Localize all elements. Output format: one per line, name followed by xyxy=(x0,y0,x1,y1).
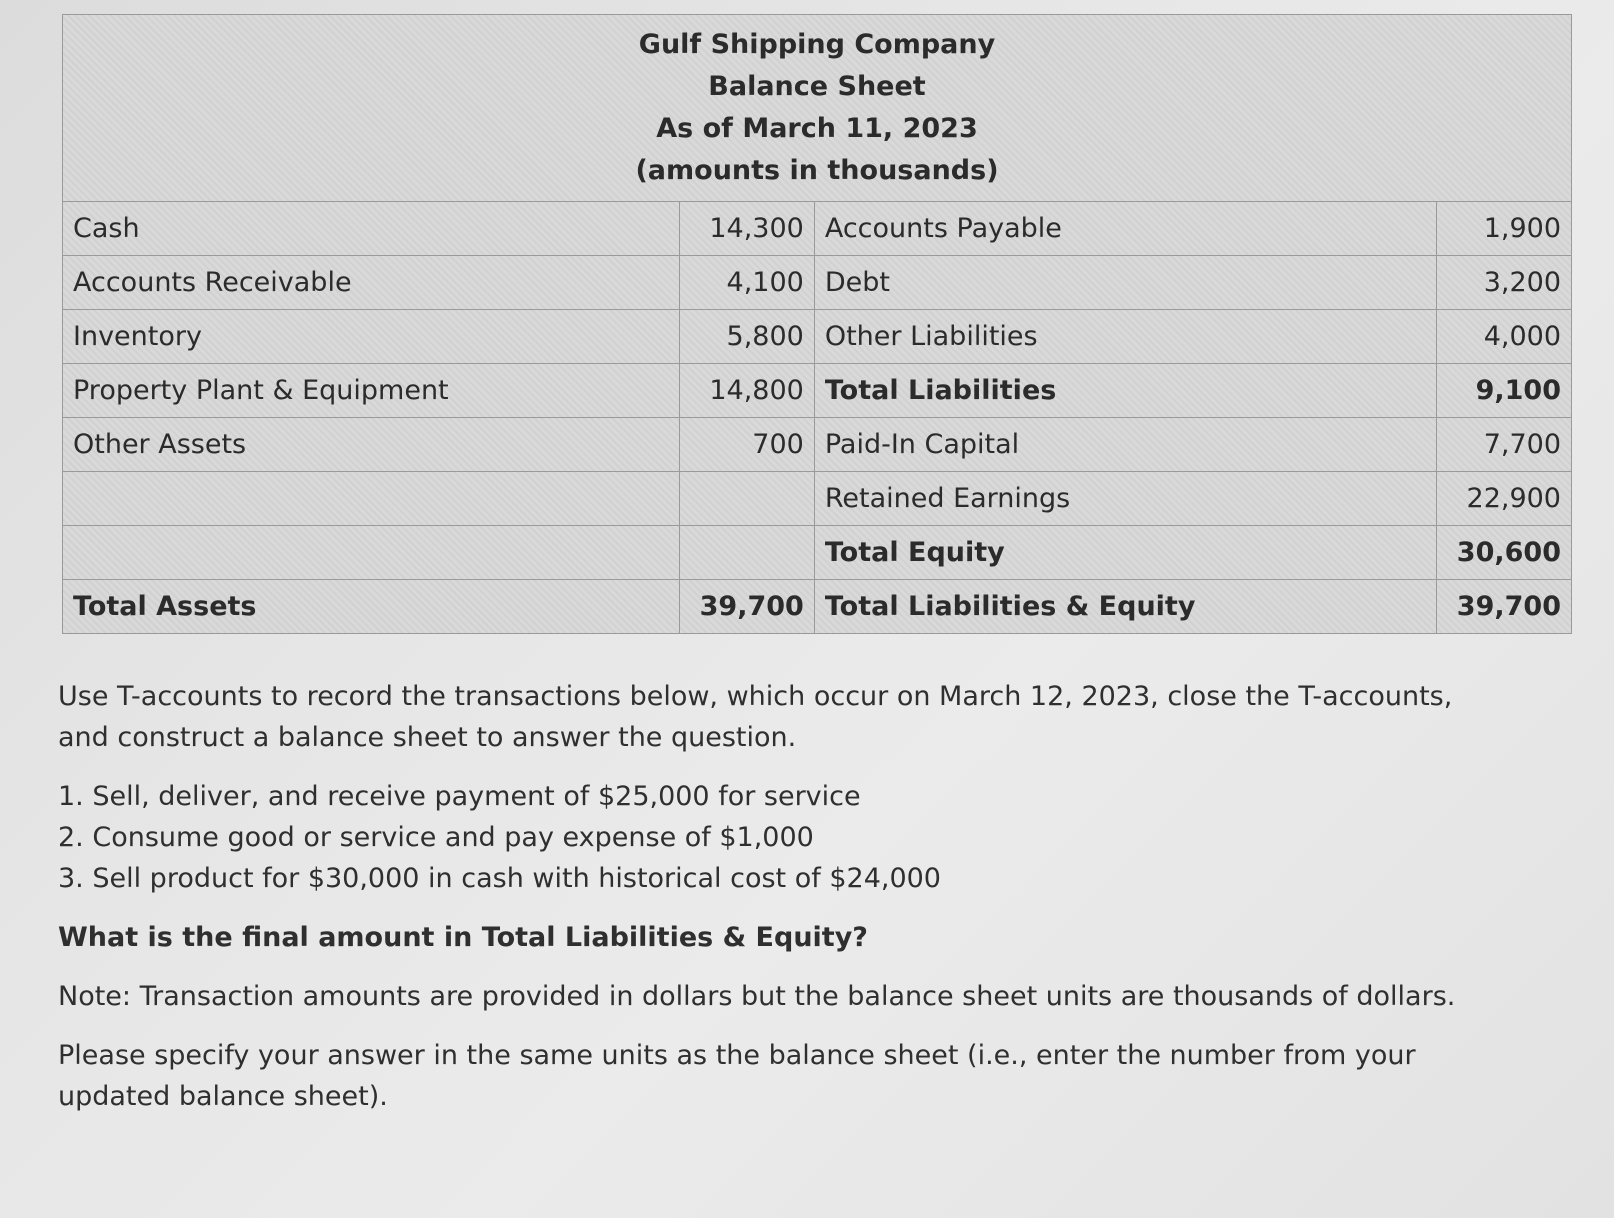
units-note: Note: Transaction amounts are provided in dollars but the balance sheet units are thousands of dollars. xyxy=(58,981,1456,1012)
total-liabilities-equity-value: 39,700 xyxy=(1436,580,1571,634)
total-liabilities-value: 9,100 xyxy=(1436,364,1571,418)
table-row xyxy=(63,580,1572,634)
statement-units: (amounts in thousands) xyxy=(635,155,999,186)
asset-label xyxy=(63,472,680,526)
statement-title: Balance Sheet xyxy=(708,71,926,102)
asset-label: Inventory xyxy=(63,310,680,364)
table-row xyxy=(63,364,1572,418)
balance-sheet-table xyxy=(62,14,1572,634)
statement-date: As of March 11, 2023 xyxy=(656,113,978,144)
asset-value xyxy=(679,472,814,526)
asset-value: 14,800 xyxy=(679,364,814,418)
list-item: 2. Consume good or service and pay expense of $1,000 xyxy=(58,822,814,853)
table-row xyxy=(63,418,1572,472)
table-row xyxy=(63,256,1572,310)
total-liabilities-label: Total Liabilities xyxy=(814,364,1436,418)
table-row xyxy=(63,202,1572,256)
balance-sheet-header-row xyxy=(63,15,1572,202)
question-prompt: What is the final amount in Total Liabilities & Equity? xyxy=(58,922,868,953)
liability-equity-value: 1,900 xyxy=(1436,202,1571,256)
answer-instructions: Please specify your answer in the same units as the balance sheet (i.e., enter the number from your updated balance sheet). xyxy=(58,1040,1416,1112)
transaction-list xyxy=(58,776,1498,899)
liability-equity-value: 22,900 xyxy=(1436,472,1571,526)
total-equity-value: 30,600 xyxy=(1436,526,1571,580)
asset-label: Other Assets xyxy=(63,418,680,472)
asset-value: 700 xyxy=(679,418,814,472)
asset-value: 5,800 xyxy=(679,310,814,364)
asset-label: Accounts Receivable xyxy=(63,256,680,310)
table-row xyxy=(63,310,1572,364)
list-item: 1. Sell, deliver, and receive payment of $25,000 for service xyxy=(58,781,861,812)
balance-sheet-header xyxy=(63,15,1572,202)
list-item: 3. Sell product for $30,000 in cash with historical cost of $24,000 xyxy=(58,863,941,894)
liability-equity-label: Accounts Payable xyxy=(814,202,1436,256)
question-text-block xyxy=(58,676,1498,1117)
total-equity-label: Total Equity xyxy=(814,526,1436,580)
company-name: Gulf Shipping Company xyxy=(638,29,996,60)
instructions-intro: Use T-accounts to record the transactions below, which occur on March 12, 2023, close the T-accounts, and construct a balance sheet to answer the question. xyxy=(58,681,1453,753)
table-row xyxy=(63,526,1572,580)
liability-equity-label: Debt xyxy=(814,256,1436,310)
asset-label xyxy=(63,526,680,580)
asset-value: 4,100 xyxy=(679,256,814,310)
liability-equity-label: Retained Earnings xyxy=(814,472,1436,526)
asset-value: 14,300 xyxy=(679,202,814,256)
liability-equity-value: 7,700 xyxy=(1436,418,1571,472)
table-row xyxy=(63,472,1572,526)
total-liabilities-equity-label: Total Liabilities & Equity xyxy=(814,580,1436,634)
liability-equity-value: 3,200 xyxy=(1436,256,1571,310)
liability-equity-label: Other Liabilities xyxy=(814,310,1436,364)
asset-label: Property Plant & Equipment xyxy=(63,364,680,418)
liability-equity-label: Paid-In Capital xyxy=(814,418,1436,472)
asset-value xyxy=(679,526,814,580)
total-assets-label: Total Assets xyxy=(63,580,680,634)
asset-label: Cash xyxy=(63,202,680,256)
liability-equity-value: 4,000 xyxy=(1436,310,1571,364)
total-assets-value: 39,700 xyxy=(679,580,814,634)
